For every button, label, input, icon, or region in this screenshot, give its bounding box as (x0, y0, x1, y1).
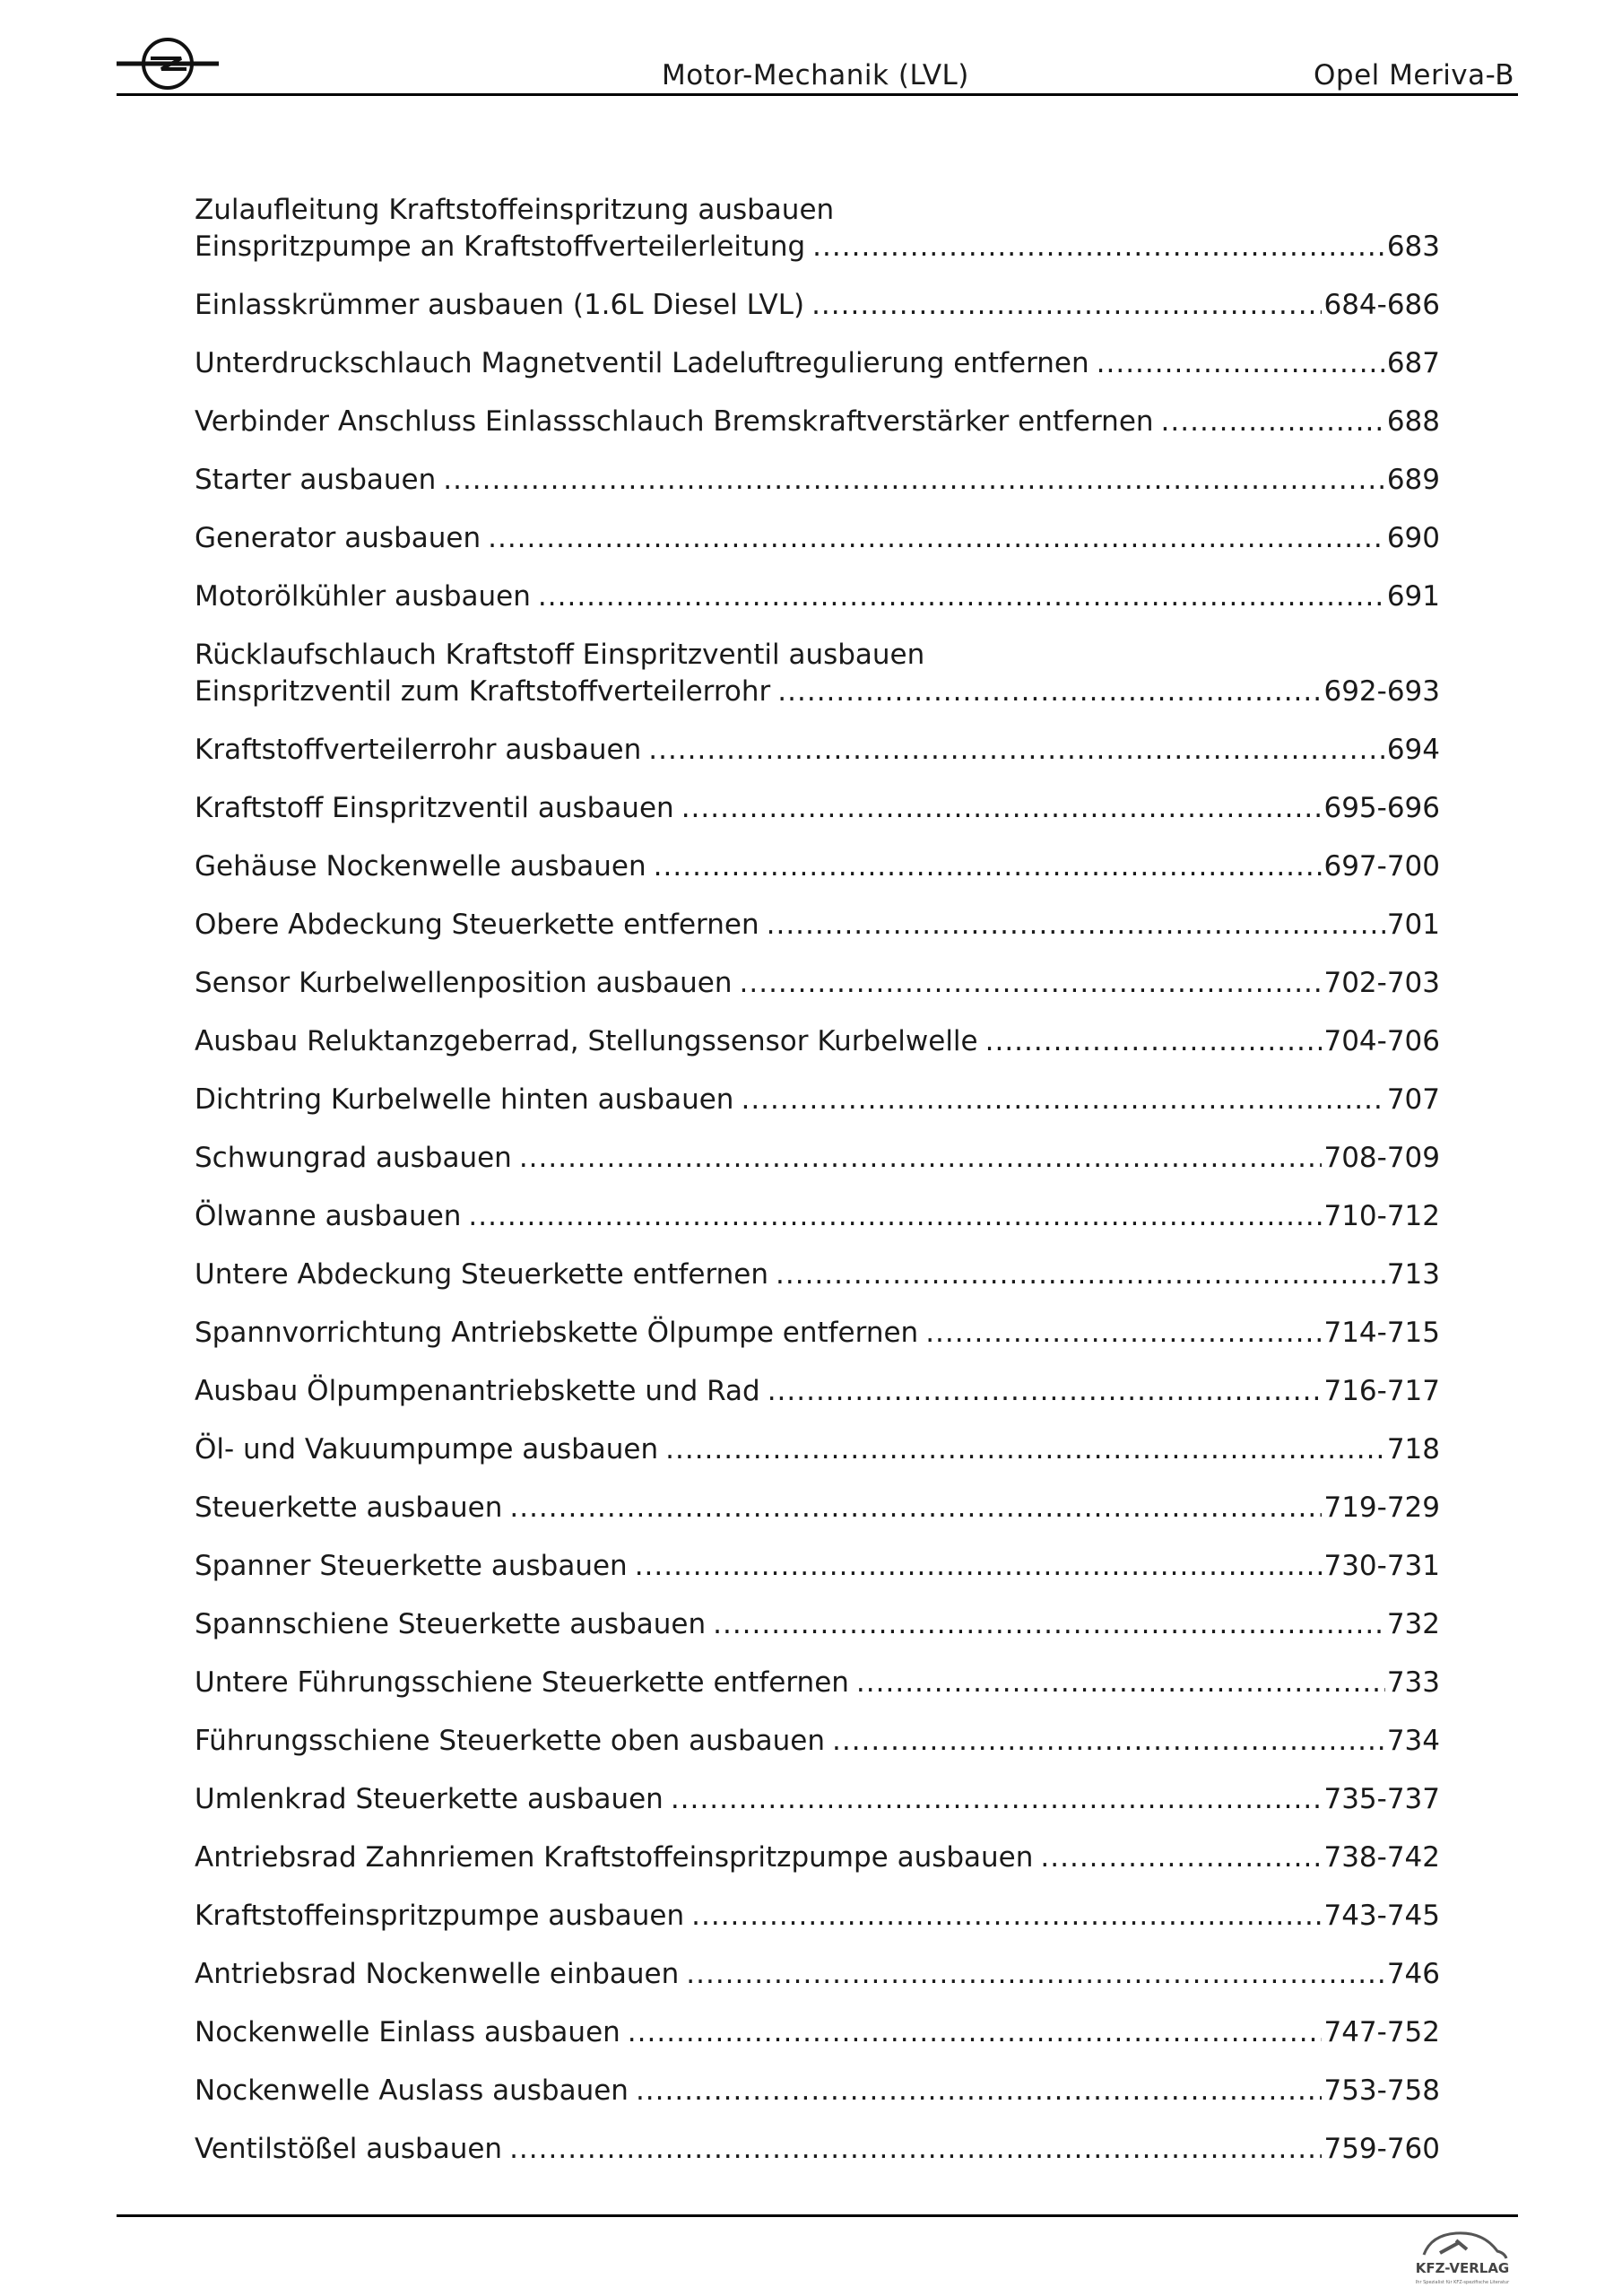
toc-entry-title: Antriebsrad Zahnriemen Kraftstoffeinspritzpumpe ausbauen (195, 1841, 1034, 1874)
toc-entry-page: 684-686 (1323, 289, 1440, 321)
toc-entry (195, 2014, 1440, 2051)
toc-entry-page: 733 (1386, 1666, 1440, 1699)
toc-entry-page: 689 (1386, 464, 1440, 496)
toc-entry-first-line: Rücklaufschlauch Kraftstoff Einspritzventil ausbauen (195, 639, 925, 671)
toc-entry-row (195, 1839, 1440, 1876)
dot-leader (681, 790, 1323, 827)
toc-entry-row (195, 674, 1440, 710)
toc-entry-row (195, 520, 1440, 557)
toc-entry-title: Ölwanne ausbauen (195, 1200, 462, 1232)
toc-entry-title: Einlasskrümmer ausbauen (1.6L Diesel LVL) (195, 289, 805, 321)
toc-entry (195, 1257, 1440, 1293)
toc-entry-page: 704-706 (1323, 1025, 1440, 1057)
opel-logo-icon (115, 32, 221, 95)
toc-entry-row (195, 2131, 1440, 2168)
toc-entry-row (195, 2014, 1440, 2051)
toc-entry-page: 718 (1386, 1433, 1440, 1465)
toc-entry (195, 1606, 1440, 1643)
toc-entry-row (195, 578, 1440, 615)
toc-entry-title: Schwungrad ausbauen (195, 1142, 512, 1174)
toc-entry (195, 1431, 1440, 1468)
toc-entry-row (195, 848, 1440, 885)
toc-entry-page: 716-717 (1323, 1375, 1440, 1407)
header-divider (117, 93, 1518, 96)
toc-entry (195, 907, 1440, 944)
toc-entry-page: 687 (1386, 347, 1440, 379)
toc-entry (195, 1315, 1440, 1352)
toc-entry-row (195, 287, 1440, 324)
toc-entry-row (195, 1023, 1440, 1060)
dot-leader (468, 1198, 1322, 1235)
toc-entry-row (195, 404, 1440, 440)
toc-entry-page: 695-696 (1323, 792, 1440, 824)
toc-entry-title: Obere Abdeckung Steuerkette entfernen (195, 909, 759, 941)
toc-entry-title: Kraftstoffverteilerrohr ausbauen (195, 734, 642, 766)
dot-leader (1040, 1839, 1322, 1876)
document-title: Motor-Mechanik (LVL) (662, 59, 969, 91)
dot-leader (635, 1548, 1323, 1585)
toc-entry-page: 702-703 (1323, 967, 1440, 999)
dot-leader (985, 1023, 1323, 1060)
toc-entry (195, 1082, 1440, 1118)
toc-entry-page: 759-760 (1323, 2133, 1440, 2165)
toc-entry-row (195, 462, 1440, 499)
dot-leader (767, 907, 1385, 944)
footer-brand: KFZ-VERLAG (1415, 2260, 1510, 2276)
toc-entry (195, 732, 1440, 769)
dot-leader (665, 1431, 1385, 1468)
footer-divider (117, 2214, 1518, 2217)
toc-entry-row (195, 1898, 1440, 1935)
toc-entry-title: Spannvorrichtung Antriebskette Ölpumpe entfernen (195, 1317, 919, 1349)
dot-leader (740, 965, 1323, 1002)
toc-entry-page: 713 (1386, 1258, 1440, 1291)
toc-entry-row (195, 965, 1440, 1002)
toc-entry-row (195, 345, 1440, 382)
toc-entry (195, 1665, 1440, 1701)
toc-entry-row (195, 1431, 1440, 1468)
toc-entry-page: 688 (1386, 405, 1440, 438)
dot-leader (648, 732, 1385, 769)
toc-entry-page: 753-758 (1323, 2074, 1440, 2107)
toc-entry-page: 734 (1386, 1725, 1440, 1757)
toc-entry-title: Unterdruckschlauch Magnetventil Ladeluftregulierung entfernen (195, 347, 1089, 379)
toc-entry (195, 462, 1440, 499)
toc-entry (195, 520, 1440, 557)
toc-entry (195, 1023, 1440, 1060)
toc-entry-title: Einspritzventil zum Kraftstoffverteilerrohr (195, 675, 771, 708)
toc-entry (195, 345, 1440, 382)
toc-entry-title: Ausbau Reluktanzgeberrad, Stellungssensor Kurbelwelle (195, 1025, 978, 1057)
toc-entry (195, 1898, 1440, 1935)
toc-entry (195, 1548, 1440, 1585)
toc-entry (195, 1490, 1440, 1526)
toc-entry-page: 735-737 (1323, 1783, 1440, 1815)
dot-leader (488, 520, 1385, 557)
toc-entry (195, 287, 1440, 324)
toc-entry-page: 701 (1386, 909, 1440, 941)
toc-entry-row (195, 790, 1440, 827)
toc-entry-page: 707 (1386, 1083, 1440, 1116)
dot-leader (776, 1257, 1385, 1293)
toc-entry (195, 965, 1440, 1002)
toc-entry-title: Steuerkette ausbauen (195, 1492, 503, 1524)
toc-entry-title: Ausbau Ölpumpenantriebskette und Rad (195, 1375, 760, 1407)
dot-leader (713, 1606, 1385, 1643)
toc-entry-row (195, 907, 1440, 944)
dot-leader (628, 2014, 1323, 2051)
toc-entry-title: Spanner Steuerkette ausbauen (195, 1550, 628, 1582)
toc-entry-page: 719-729 (1323, 1492, 1440, 1524)
dot-leader (538, 578, 1385, 615)
toc-entry (195, 1723, 1440, 1760)
toc-entry-title: Untere Abdeckung Steuerkette entfernen (195, 1258, 769, 1291)
dot-leader (832, 1723, 1385, 1760)
footer-tagline: Ihr Spezialist für KFZ-spezifische Literatur (1415, 2280, 1510, 2285)
toc-entry-title: Antriebsrad Nockenwelle einbauen (195, 1958, 680, 1990)
toc-entry (195, 578, 1440, 615)
toc-entry-page: 710-712 (1323, 1200, 1440, 1232)
toc-entry (195, 404, 1440, 440)
toc-entry-row (195, 1781, 1440, 1818)
toc-entry-page: 697-700 (1323, 850, 1440, 883)
dot-leader (856, 1665, 1385, 1701)
toc-entry-title: Starter ausbauen (195, 464, 437, 496)
toc-entry-row (195, 1257, 1440, 1293)
toc-entry (195, 637, 1440, 710)
table-of-contents (195, 192, 1440, 2189)
toc-entry-row (195, 1373, 1440, 1410)
vehicle-model: Opel Meriva-B (1314, 59, 1514, 91)
toc-entry-page: 708-709 (1323, 1142, 1440, 1174)
toc-entry-row (195, 1548, 1440, 1585)
toc-entry-title: Führungsschiene Steuerkette oben ausbauen (195, 1725, 825, 1757)
toc-entry (195, 1373, 1440, 1410)
toc-entry-title: Dichtring Kurbelwelle hinten ausbauen (195, 1083, 734, 1116)
toc-entry (195, 1839, 1440, 1876)
toc-entry (195, 848, 1440, 885)
toc-entry (195, 1956, 1440, 1993)
toc-entry-row (195, 1665, 1440, 1701)
dot-leader (671, 1781, 1323, 1818)
toc-entry-first-line: Zulaufleitung Kraftstoffeinspritzung ausbauen (195, 194, 835, 226)
dot-leader (691, 1898, 1322, 1935)
dot-leader (654, 848, 1323, 885)
dot-leader (509, 2131, 1322, 2168)
toc-entry (195, 2131, 1440, 2168)
dot-leader (768, 1373, 1323, 1410)
dot-leader (1161, 404, 1385, 440)
toc-entry-page: 730-731 (1323, 1550, 1440, 1582)
toc-entry-title: Gehäuse Nockenwelle ausbauen (195, 850, 646, 883)
toc-entry-page: 692-693 (1323, 675, 1440, 708)
toc-entry-page: 732 (1386, 1608, 1440, 1640)
toc-entry-title: Einspritzpumpe an Kraftstoffverteilerleitung (195, 230, 806, 263)
dot-leader (509, 1490, 1322, 1526)
toc-entry-page: 746 (1386, 1958, 1440, 1990)
dot-leader (443, 462, 1385, 499)
toc-entry-title: Nockenwelle Einlass ausbauen (195, 2016, 620, 2048)
toc-entry-row (195, 1723, 1440, 1760)
toc-entry-row (195, 1490, 1440, 1526)
toc-entry-title: Umlenkrad Steuerkette ausbauen (195, 1783, 664, 1815)
toc-entry-row (195, 1198, 1440, 1235)
toc-entry-title: Motorölkühler ausbauen (195, 580, 531, 613)
dot-leader (1097, 345, 1385, 382)
toc-entry (195, 1781, 1440, 1818)
toc-entry-title: Ventilstößel ausbauen (195, 2133, 503, 2165)
toc-entry (195, 1198, 1440, 1235)
kfz-verlag-logo (1404, 2219, 1521, 2291)
toc-entry-page: 743-745 (1323, 1900, 1440, 1932)
dot-leader (812, 229, 1385, 265)
toc-entry-title: Spannschiene Steuerkette ausbauen (195, 1608, 707, 1640)
dot-leader (777, 674, 1322, 710)
dot-leader (925, 1315, 1322, 1352)
toc-entry (195, 790, 1440, 827)
toc-entry-title: Kraftstoff Einspritzventil ausbauen (195, 792, 674, 824)
dot-leader (741, 1082, 1384, 1118)
dot-leader (686, 1956, 1385, 1993)
toc-entry-row (195, 732, 1440, 769)
toc-entry-title: Generator ausbauen (195, 522, 481, 554)
dot-leader (636, 2073, 1323, 2109)
toc-entry-row (195, 1315, 1440, 1352)
toc-entry (195, 192, 1440, 265)
toc-entry-page: 690 (1386, 522, 1440, 554)
dot-leader (811, 287, 1322, 324)
toc-entry-page: 691 (1386, 580, 1440, 613)
toc-entry-title: Nockenwelle Auslass ausbauen (195, 2074, 629, 2107)
toc-entry-title: Sensor Kurbelwellenposition ausbauen (195, 967, 733, 999)
toc-entry-title: Öl- und Vakuumpumpe ausbauen (195, 1433, 659, 1465)
toc-entry-page: 694 (1386, 734, 1440, 766)
toc-entry-page: 747-752 (1323, 2016, 1440, 2048)
toc-entry-page: 683 (1386, 230, 1440, 263)
toc-entry-title: Kraftstoffeinspritzpumpe ausbauen (195, 1900, 685, 1932)
toc-entry-page: 738-742 (1323, 1841, 1440, 1874)
toc-entry-row (195, 229, 1440, 265)
toc-entry-row (195, 1606, 1440, 1643)
toc-entry-title: Untere Führungsschiene Steuerkette entfernen (195, 1666, 849, 1699)
toc-entry-row (195, 2073, 1440, 2109)
toc-entry-row (195, 1140, 1440, 1177)
toc-entry-row (195, 1956, 1440, 1993)
toc-entry (195, 2073, 1440, 2109)
toc-entry (195, 1140, 1440, 1177)
toc-entry-page: 714-715 (1323, 1317, 1440, 1349)
toc-entry-row (195, 1082, 1440, 1118)
dot-leader (519, 1140, 1323, 1177)
toc-entry-title: Verbinder Anschluss Einlassschlauch Bremskraftverstärker entfernen (195, 405, 1154, 438)
